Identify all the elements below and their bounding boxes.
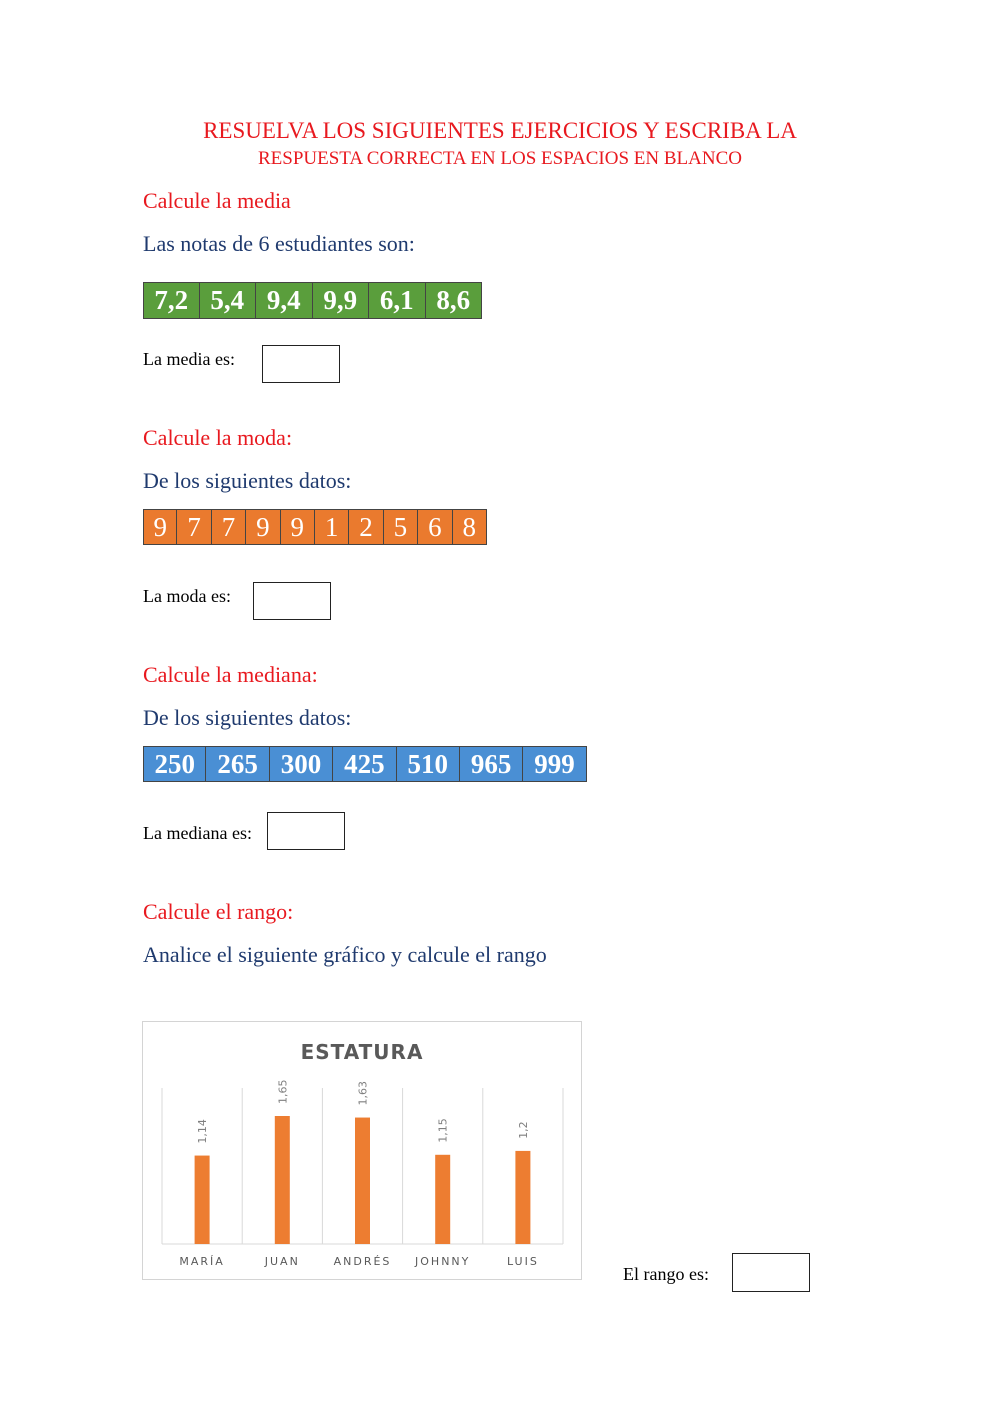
mediana-answer-label: La mediana es:	[143, 823, 252, 843]
chart-category-label: JOHNNY	[415, 1255, 471, 1268]
moda-value-cell: 2	[349, 509, 383, 545]
media-value-cell: 7,2	[143, 282, 200, 319]
title-line-2: RESPUESTA CORRECTA EN LOS ESPACIOS EN BLANCO	[257, 148, 742, 169]
moda-value-cell: 1	[315, 509, 349, 545]
chart-bar	[275, 1116, 290, 1244]
chart-category-label: MARÍA	[179, 1255, 225, 1268]
moda-value-cell: 8	[453, 509, 487, 545]
mediana-values-row	[143, 746, 587, 782]
moda-answer-label: La moda es:	[143, 586, 231, 606]
chart-title: ESTATURA	[300, 1040, 424, 1064]
chart-bars	[195, 1116, 531, 1244]
title-line-1: RESUELVA LOS SIGUIENTES EJERCICIOS Y ESCRIBA LA	[203, 118, 797, 143]
media-value-cell: 9,4	[256, 282, 313, 319]
mediana-value-cell: 999	[523, 746, 586, 782]
mediana-value-cell: 425	[333, 746, 396, 782]
chart-data-label: 1,63	[356, 1081, 370, 1106]
chart-category-labels	[179, 1255, 538, 1268]
media-value-cell: 5,4	[200, 282, 257, 319]
moda-value-cell: 6	[418, 509, 452, 545]
chart-bar	[435, 1155, 450, 1244]
mediana-value-cell: 965	[460, 746, 523, 782]
chart-data-label: 1,15	[436, 1118, 450, 1143]
mediana-value-cell: 300	[270, 746, 333, 782]
chart-svg	[143, 1022, 581, 1279]
mediana-heading: Calcule la mediana:	[143, 662, 318, 687]
media-prompt: Las notas de 6 estudiantes son:	[143, 231, 415, 256]
rango-answer-label: El rango es:	[623, 1264, 709, 1284]
media-heading: Calcule la media	[143, 188, 291, 213]
rango-prompt: Analice el siguiente gráfico y calcule el rango	[143, 942, 547, 967]
moda-value-cell: 7	[177, 509, 211, 545]
rango-heading: Calcule el rango:	[143, 899, 294, 924]
moda-value-cell: 9	[143, 509, 177, 545]
chart-category-label: JUAN	[264, 1255, 300, 1268]
mediana-answer-input[interactable]	[267, 812, 345, 850]
moda-prompt: De los siguientes datos:	[143, 468, 352, 493]
chart-data-label: 1,2	[516, 1121, 530, 1139]
moda-value-cell: 9	[246, 509, 280, 545]
moda-value-cell: 7	[212, 509, 246, 545]
media-answer-label: La media es:	[143, 349, 235, 369]
mediana-value-cell: 265	[206, 746, 269, 782]
chart-data-label: 1,65	[276, 1079, 290, 1104]
height-bar-chart	[142, 1021, 582, 1280]
moda-heading: Calcule la moda:	[143, 425, 293, 450]
moda-value-cell: 5	[384, 509, 418, 545]
chart-bar	[515, 1151, 530, 1244]
chart-category-label: ANDRÉS	[333, 1255, 392, 1268]
moda-answer-input[interactable]	[253, 582, 331, 620]
chart-bar	[355, 1118, 370, 1244]
media-value-cell: 9,9	[313, 282, 370, 319]
media-answer-input[interactable]	[262, 345, 340, 383]
chart-data-label: 1,14	[196, 1119, 210, 1144]
mediana-value-cell: 250	[143, 746, 206, 782]
media-value-cell: 8,6	[426, 282, 483, 319]
mediana-prompt: De los siguientes datos:	[143, 705, 352, 730]
moda-values-row	[143, 509, 487, 545]
chart-bar	[195, 1156, 210, 1244]
rango-answer-input[interactable]	[732, 1253, 810, 1292]
media-values-row	[143, 282, 482, 319]
chart-category-label: LUIS	[506, 1255, 539, 1268]
mediana-value-cell: 510	[397, 746, 460, 782]
moda-value-cell: 9	[281, 509, 315, 545]
media-value-cell: 6,1	[369, 282, 426, 319]
